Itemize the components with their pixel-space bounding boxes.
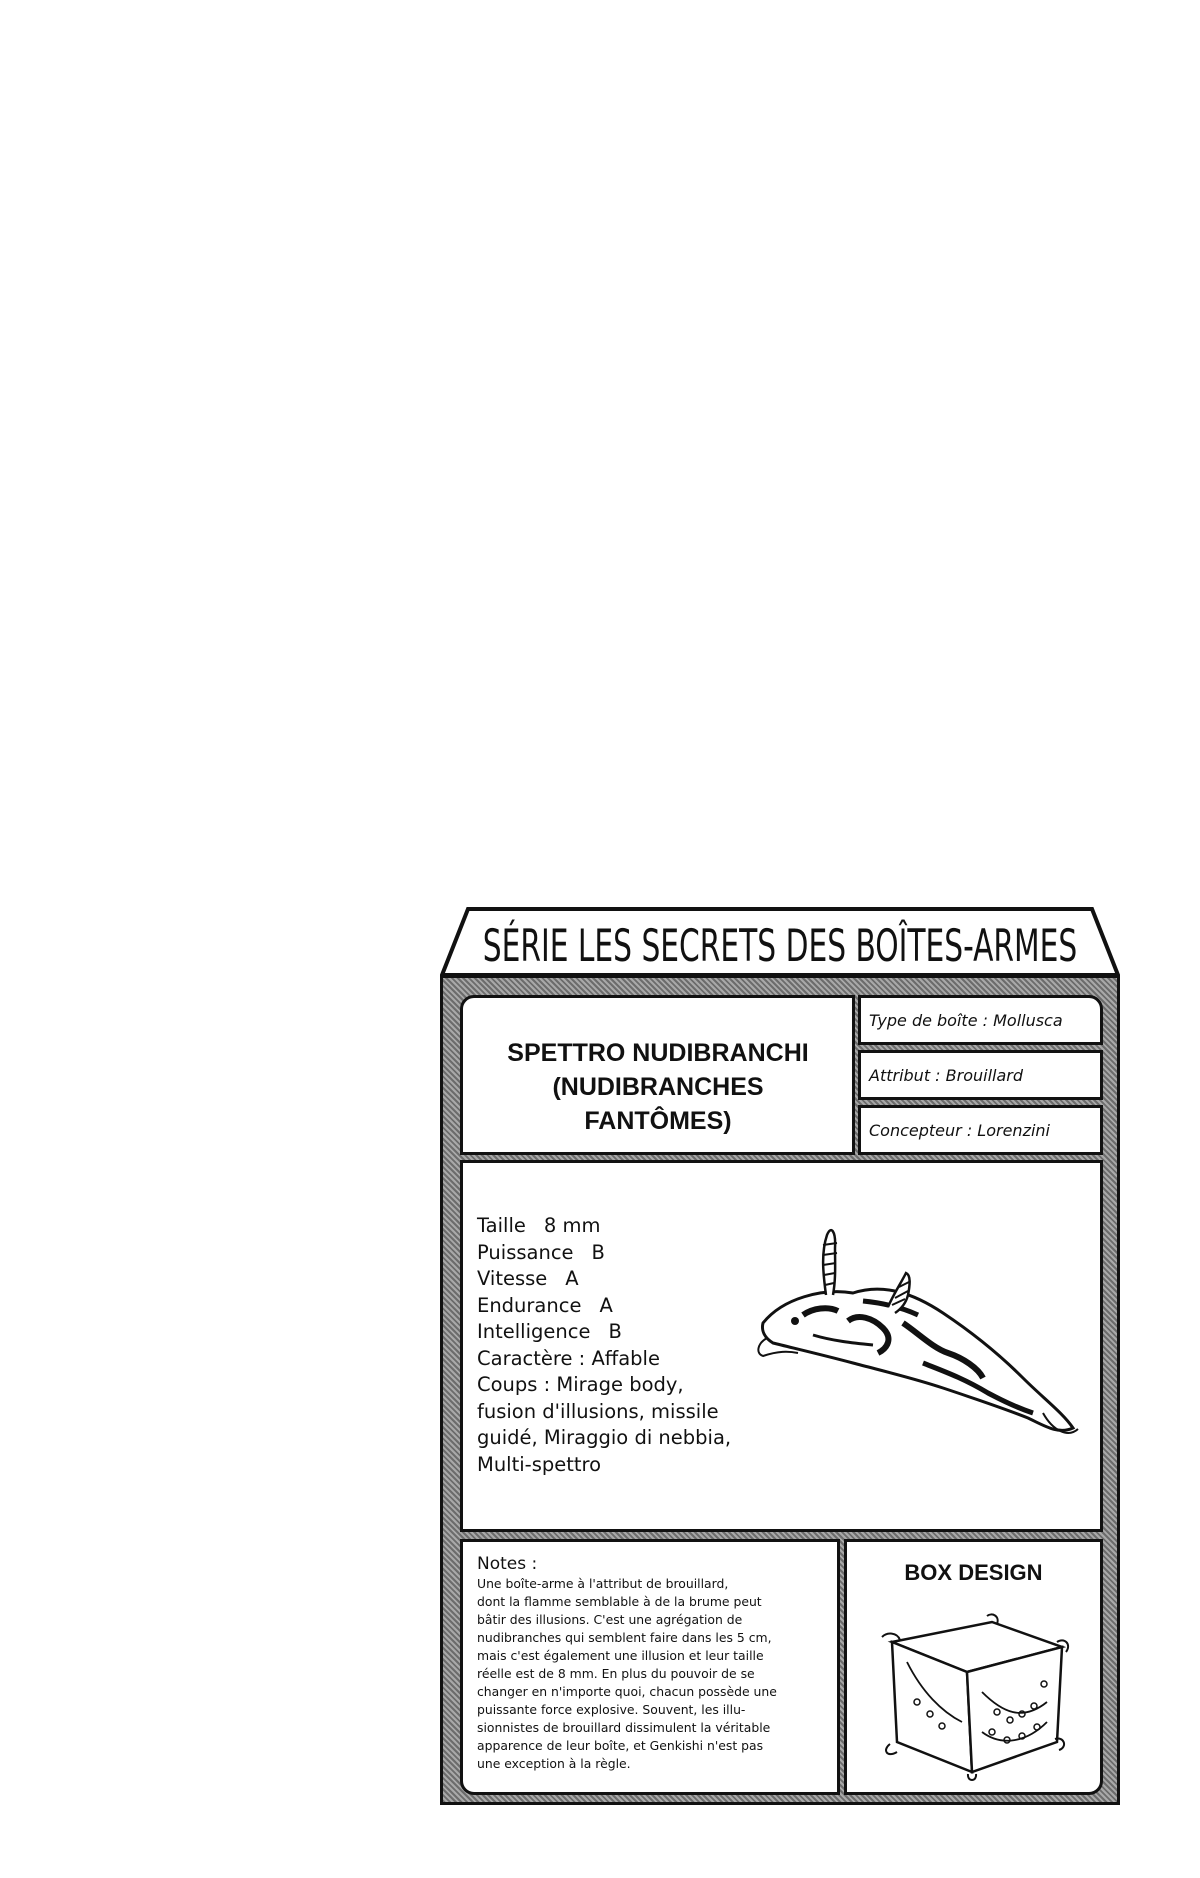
info-box-type: Type de boîte : Mollusca bbox=[858, 995, 1103, 1045]
stat-endurance bbox=[477, 1293, 767, 1320]
notes-line: puissante force explosive. Souvent, les illu- bbox=[477, 1702, 746, 1717]
stat-size bbox=[477, 1213, 767, 1240]
stat-intelligence bbox=[477, 1319, 767, 1346]
weapon-name-line: FANTÔMES) bbox=[584, 1107, 732, 1135]
stats-panel bbox=[460, 1160, 1103, 1532]
notes-body bbox=[477, 1575, 832, 1773]
notes-line: sionnistes de brouillard dissimulent la véritable bbox=[477, 1720, 771, 1735]
weapon-name-line: SPETTRO NUDIBRANCHI bbox=[507, 1039, 809, 1067]
notes-panel bbox=[460, 1539, 840, 1795]
box-design-illustration bbox=[872, 1602, 1077, 1782]
stat-value: 8 mm bbox=[543, 1214, 601, 1237]
stat-label: Vitesse bbox=[477, 1267, 548, 1290]
notes-line: réelle est de 8 mm. En plus du pouvoir de se bbox=[477, 1666, 755, 1681]
stat-speed bbox=[477, 1266, 767, 1293]
stat-label: Taille bbox=[477, 1214, 526, 1237]
moves-line: guidé, Miraggio di nebbia, bbox=[477, 1426, 732, 1449]
stats-list bbox=[477, 1213, 767, 1478]
weapon-name-line: (NUDIBRANCHES bbox=[552, 1073, 764, 1101]
card-header bbox=[440, 905, 1120, 975]
notes-title: Notes : bbox=[477, 1554, 538, 1574]
moves-line: Multi-spettro bbox=[477, 1452, 602, 1476]
nudibranch-illustration bbox=[743, 1203, 1083, 1473]
moves-line: fusion d'illusions, missile bbox=[477, 1399, 719, 1423]
stat-label: Endurance bbox=[477, 1293, 582, 1317]
stat-value: B bbox=[608, 1320, 622, 1343]
notes-line: mais c'est également une illusion et leur taille bbox=[477, 1648, 764, 1663]
stat-value: A bbox=[565, 1267, 579, 1290]
notes-line: changer en n'importe quoi, chacun possède une bbox=[477, 1684, 777, 1699]
notes-line: une exception à la règle. bbox=[477, 1756, 631, 1771]
stat-character: Caractère : Affable bbox=[477, 1346, 660, 1370]
card-frame bbox=[440, 975, 1120, 1805]
info-designer: Concepteur : Lorenzini bbox=[858, 1105, 1103, 1155]
weapon-name bbox=[473, 1036, 843, 1138]
weapon-card bbox=[440, 905, 1120, 1805]
stat-value: A bbox=[599, 1293, 613, 1317]
stat-label: Puissance bbox=[477, 1240, 574, 1264]
stat-power bbox=[477, 1240, 767, 1267]
stat-value: B bbox=[591, 1240, 605, 1264]
moves-line: Coups : Mirage body, bbox=[477, 1373, 684, 1396]
notes-line: Une boîte-arme à l'attribut de brouillard, bbox=[477, 1576, 729, 1591]
box-design-title: BOX DESIGN bbox=[904, 1560, 1043, 1585]
notes-line: bâtir des illusions. C'est une agrégation de bbox=[477, 1612, 743, 1627]
header-title: SÉRIE LES SECRETS DES BOÎTES-ARMES bbox=[482, 919, 1078, 972]
box-design-panel bbox=[844, 1539, 1103, 1795]
notes-line: apparence de leur boîte, et Genkishi n'est pas bbox=[477, 1738, 764, 1753]
info-attribute: Attribut : Brouillard bbox=[858, 1050, 1103, 1100]
notes-line: dont la flamme semblable à de la brume peut bbox=[477, 1594, 762, 1609]
stat-label: Intelligence bbox=[477, 1320, 591, 1343]
name-panel bbox=[460, 995, 855, 1155]
notes-line: nudibranches qui semblent faire dans les 5 cm, bbox=[477, 1630, 772, 1645]
